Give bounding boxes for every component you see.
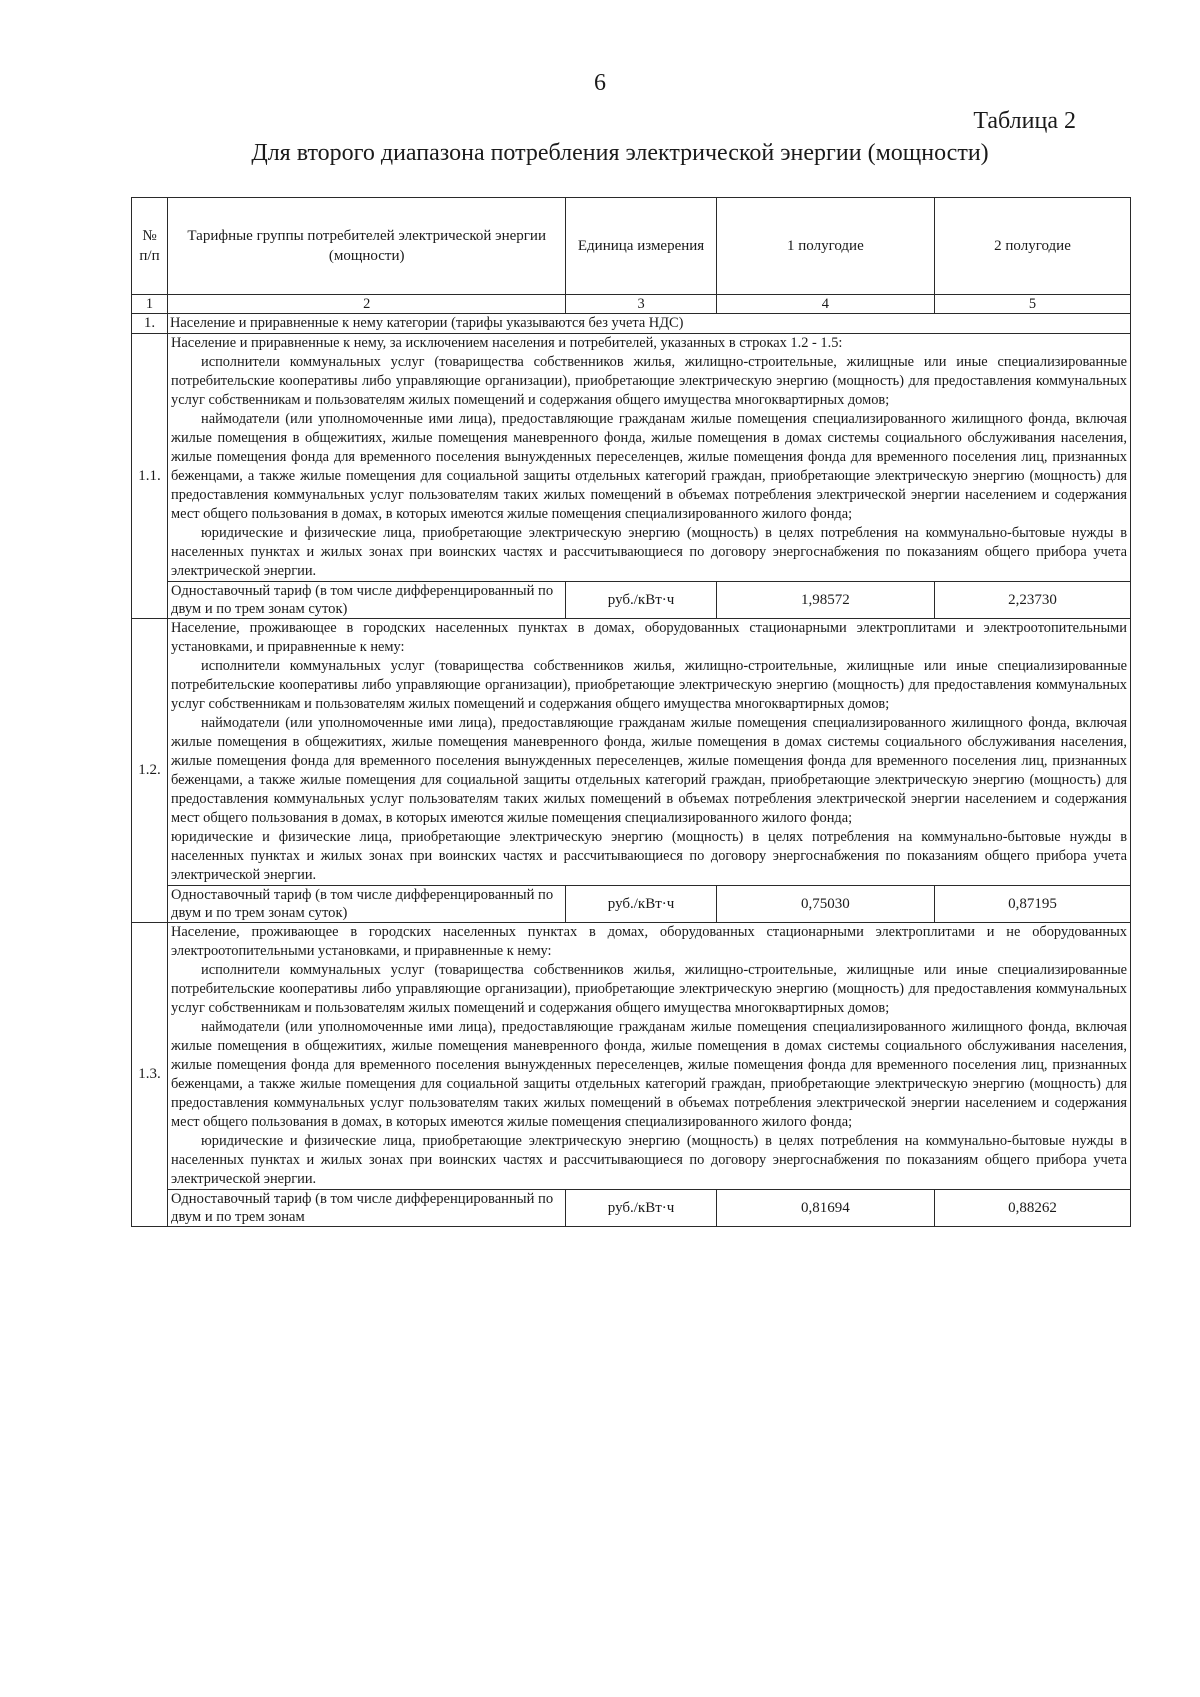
section-number: 1. — [132, 314, 168, 334]
column-number: 1 — [132, 295, 168, 314]
row-description — [168, 619, 1131, 886]
table-row — [132, 334, 1131, 582]
tariff-half2-value: 0,88262 — [934, 1190, 1130, 1227]
header-half1: 1 полугодие — [716, 198, 934, 295]
tariff-row — [132, 886, 1131, 923]
tariff-unit: руб./кВт·ч — [566, 582, 716, 619]
tariff-row — [132, 1190, 1131, 1227]
table-caption: Таблица 2 — [973, 108, 1076, 134]
tariff-half1-value: 1,98572 — [716, 582, 934, 619]
header-half2: 2 полугодие — [934, 198, 1130, 295]
row-paragraph: исполнители коммунальных услуг (товарищества собственников жилья, жилищно-строительные, жилищные или иные специализированные потребительские кооперативы либо управляющие организации), приобретающие электрическую энергию (мощность) для предоставления коммунальных услуг собственникам и пользователям жилых помещений и содержания общего имущества многоквартирных домов; — [171, 354, 1127, 408]
column-number: 3 — [566, 295, 716, 314]
tariff-half1-value: 0,75030 — [716, 886, 934, 923]
row-paragraph: юридические и физические лица, приобретающие электрическую энергию (мощность) в целях потребления на коммунально-бытовые нужды в населенных пунктах и жилых зонах при воинских частях и рассчитывающиеся по договору энергоснабжения по показаниям общего прибора учета электрической энергии. — [171, 525, 1127, 579]
row-paragraph: наймодатели (или уполномоченные ими лица), предоставляющие гражданам жилые помещения специализированного жилищного фонда, включая жилые помещения в общежитиях, жилые помещения маневренного фонда, жилые помещения в домах системы социального обслуживания населения, жилые помещения фонда для временного поселения вынужденных переселенцев, жилые помещения фонда для временного поселения лиц, признанных беженцами, а также жилые помещения для социальной защиты отдельных категорий граждан, приобретающие электрическую энергию (мощность) для предоставления коммунальных услуг пользователям таких жилых помещений в объемах потребления электрической энергии населением и содержания мест общего пользования в домах, в которых имеются жилые помещения специализированного жилого фонда; — [171, 1019, 1127, 1130]
header-unit: Единица измерения — [566, 198, 716, 295]
row-intro: Население, проживающее в городских населенных пунктах в домах, оборудованных стационарными электроплитами и не оборудованных электроотопительными установками, и приравненные к нему: — [171, 924, 1127, 959]
row-number: 1.1. — [132, 334, 168, 619]
page-title: Для второго диапазона потребления электрической энергии (мощности) — [251, 140, 989, 166]
table-row — [132, 619, 1131, 886]
row-paragraph: исполнители коммунальных услуг (товарищества собственников жилья, жилищно-строительные, жилищные или иные специализированные потребительские кооперативы либо управляющие организации), приобретающие электрическую энергию (мощность) для предоставления коммунальных услуг собственникам и пользователям жилых помещений и содержания общего имущества многоквартирных домов; — [171, 658, 1127, 712]
row-paragraph: исполнители коммунальных услуг (товарищества собственников жилья, жилищно-строительные, жилищные или иные специализированные потребительские кооперативы либо управляющие организации), приобретающие электрическую энергию (мощность) для предоставления коммунальных услуг собственникам и пользователям жилых помещений и содержания общего имущества многоквартирных домов; — [171, 962, 1127, 1016]
tariff-unit: руб./кВт·ч — [566, 886, 716, 923]
tariff-unit: руб./кВт·ч — [566, 1190, 716, 1227]
column-number: 2 — [168, 295, 566, 314]
section-title: Население и приравненные к нему категории (тарифы указываются без учета НДС) — [168, 314, 1131, 334]
column-number: 5 — [934, 295, 1130, 314]
tariff-half1-value: 0,81694 — [716, 1190, 934, 1227]
row-paragraph: юридические и физические лица, приобретающие электрическую энергию (мощность) в целях потребления на коммунально-бытовые нужды в населенных пунктах и жилых зонах при воинских частях и рассчитывающиеся по договору энергоснабжения по показаниям общего прибора учета электрической энергии. — [171, 1133, 1127, 1187]
row-intro: Население и приравненные к нему, за исключением населения и потребителей, указанных в строках 1.2 - 1.5: — [171, 335, 843, 351]
tariff-name: Одноставочный тариф (в том числе дифференцированный по двум и по трем зонам — [168, 1190, 566, 1227]
row-description — [168, 923, 1131, 1190]
row-number: 1.2. — [132, 619, 168, 923]
tariff-half2-value: 2,23730 — [934, 582, 1130, 619]
row-paragraph: юридические и физические лица, приобретающие электрическую энергию (мощность) в целях потребления на коммунально-бытовые нужды в населенных пунктах и жилых зонах при воинских частях и рассчитывающиеся по договору энергоснабжения по показаниям общего прибора учета электрической энергии. — [171, 829, 1127, 883]
tariff-name: Одноставочный тариф (в том числе дифференцированный по двум и по трем зонам суток) — [168, 582, 566, 619]
table-header-row — [132, 198, 1131, 295]
tariff-row — [132, 582, 1131, 619]
row-number: 1.3. — [132, 923, 168, 1227]
tariff-name: Одноставочный тариф (в том числе дифференцированный по двум и по трем зонам суток) — [168, 886, 566, 923]
header-tariff-groups: Тарифные группы потребителей электрической энергии (мощности) — [168, 198, 566, 295]
column-number: 4 — [716, 295, 934, 314]
row-description — [168, 334, 1131, 582]
section-row — [132, 314, 1131, 334]
tariff-table — [131, 197, 1131, 1227]
tariff-half2-value: 0,87195 — [934, 886, 1130, 923]
table-row — [132, 923, 1131, 1190]
header-num: № п/п — [132, 198, 168, 295]
row-intro: Население, проживающее в городских населенных пунктах в домах, оборудованных стационарными электроплитами и электроотопительными установками, и приравненные к нему: — [171, 620, 1127, 655]
row-paragraph: наймодатели (или уполномоченные ими лица), предоставляющие гражданам жилые помещения специализированного жилищного фонда, включая жилые помещения в общежитиях, жилые помещения маневренного фонда, жилые помещения в домах системы социального обслуживания населения, жилые помещения фонда для временного поселения вынужденных переселенцев, жилые помещения фонда для временного поселения лиц, признанных беженцами, а также жилые помещения для социальной защиты отдельных категорий граждан, приобретающие электрическую энергию (мощность) для предоставления коммунальных услуг пользователям таких жилых помещений в объемах потребления электрической энергии населением и содержания мест общего пользования в домах, в которых имеются жилые помещения специализированного жилого фонда; — [171, 715, 1127, 826]
row-paragraph: наймодатели (или уполномоченные ими лица), предоставляющие гражданам жилые помещения специализированного жилищного фонда, включая жилые помещения в общежитиях, жилые помещения маневренного фонда, жилые помещения в домах системы социального обслуживания населения, жилые помещения фонда для временного поселения вынужденных переселенцев, жилые помещения фонда для временного поселения лиц, признанных беженцами, а также жилые помещения для социальной защиты отдельных категорий граждан, приобретающие электрическую энергию (мощность) для предоставления коммунальных услуг пользователям таких жилых помещений в объемах потребления электрической энергии населением и содержания мест общего пользования в домах, в которых имеются жилые помещения специализированного жилого фонда; — [171, 411, 1127, 522]
page-number: 6 — [594, 70, 606, 96]
column-numbers-row — [132, 295, 1131, 314]
